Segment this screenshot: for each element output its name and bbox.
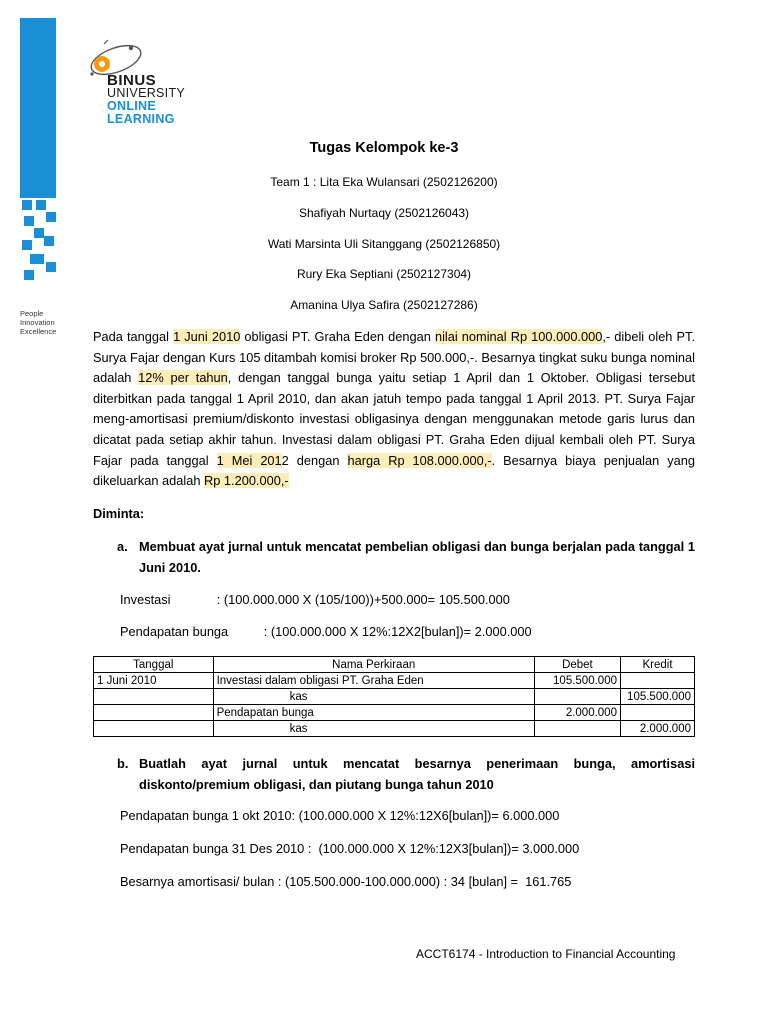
highlight: 1 Mei 201 [216,452,282,468]
column-header: Nama Perkiraan [213,657,534,673]
sidebar-bar [20,18,56,198]
sidebar-tile [30,254,44,264]
problem-paragraph [93,327,695,492]
text: . Besarnya biaya penjualan yang dikeluarkan adalah [93,452,695,489]
column-header: Kredit [620,657,694,673]
page-title: Tugas Kelompok ke-3 [309,140,459,156]
cell-account: kas [213,689,534,705]
table-header-row [94,657,695,673]
team-member: Rury Eka Septiani (2502127304) [296,267,472,281]
logo-online: ONLINE [107,99,157,113]
cell-date [94,721,214,737]
cell-debit [534,721,620,737]
tagline-line: Excellence [20,327,57,336]
task-text: Membuat ayat jurnal untuk mencatat pembelian obligasi dan bunga berjalan pada tanggal 1 Juni 2010. [139,539,695,575]
logo-university: UNIVERSITY [107,86,186,100]
team-member: Wati Marsinta Uli Sitanggang (2502126850) [267,237,501,251]
calc-line: Pendapatan bunga 31 Des 2010 : (100.000.000 X 12%:12X3[bulan])= 3.000.000 [120,841,580,856]
team-member: Team 1 : Lita Eka Wulansari (2502126200) [270,175,498,189]
journal-table [93,656,695,737]
section-heading: Diminta: [93,506,145,521]
tagline-line: Innovation [20,318,55,327]
task-text: Buatlah ayat jurnal untuk mencatat besarnya penerimaan bunga, amortisasi diskonto/premium obligasi, dan piutang bunga tahun 2010 [139,756,695,792]
column-header: Debet [534,657,620,673]
task-letter: a. [117,539,128,554]
cell-date [94,705,214,721]
cell-credit [620,673,694,689]
text: ,- dibeli oleh PT. Surya Fajar dengan Kurs 105 ditambah komisi broker Rp 500.000,-. Besarnya tingkat suku bunga nominal adalah [93,329,696,386]
table-row [94,705,695,721]
cell-debit: 105.500.000 [534,673,620,689]
highlight: harga Rp 108.000.000,- [347,452,492,468]
team-member: Amanina Ulya Safira (2502127286) [290,298,478,312]
page-footer: ACCT6174 - Introduction to Financial Accounting [416,947,676,961]
tagline [20,309,56,336]
calc-line: Pendapatan bunga 1 okt 2010: (100.000.000 X 12%:12X6[bulan])= 6.000.000 [120,808,560,823]
cell-credit: 105.500.000 [620,689,694,705]
cell-debit: 2.000.000 [534,705,620,721]
logo-learning: LEARNING [107,112,175,126]
table-row [94,673,695,689]
calc-line: Investasi : (100.000.000 X (105/100))+500.000= 105.500.000 [120,592,510,607]
team-member: Shafiyah Nurtaqy (2502126043) [298,206,470,220]
highlight: Rp 1.200.000,- [204,473,289,489]
task-item-a [117,537,695,578]
task-item-b [117,754,695,795]
calc-line: Pendapatan bunga : (100.000.000 X 12%:12X2[bulan])= 2.000.000 [120,624,532,639]
cell-date [94,689,214,705]
highlight: nilai nominal Rp 100.000.000 [434,329,603,344]
cell-account: Pendapatan bunga [213,705,534,721]
logo-text [107,74,185,126]
column-header: Tanggal [94,657,214,673]
text: Pada tanggal [93,329,174,344]
highlight: 12% per tahun [138,370,228,386]
text: , dengan tanggal bunga yaitu setiap 1 April dan 1 Oktober. Obligasi tersebut diterbitkan pada tanggal 1 April 2010, dan akan jatuh tempo pada tanggal 1 April 2013. PT. Surya Fajar meng-amortisasi premium/diskonto investasi obligasinya dengan menggunakan metode garis lurus dan dicatat pada setiap akhir tahun. Investasi dalam obligasi PT. Graha Eden dijual kembali oleh PT. Surya Fajar pada tanggal [93,370,695,468]
table-row [94,689,695,705]
highlight: 1 Juni 2010 [173,329,241,344]
text: 2 dengan [281,452,348,468]
table-row [94,721,695,737]
cell-account: Investasi dalam obligasi PT. Graha Eden [213,673,534,689]
text: obligasi PT. Graha Eden dengan [240,329,435,344]
cell-account: kas [213,721,534,737]
tagline-line: People [20,309,44,318]
calc-line: Besarnya amortisasi/ bulan : (105.500.000-100.000.000) : 34 [bulan] = 161.765 [120,874,572,889]
cell-credit: 2.000.000 [620,721,694,737]
cell-debit [534,689,620,705]
task-letter: b. [117,756,129,771]
cell-date: 1 Juni 2010 [94,673,214,689]
logo-binus: BINUS [107,72,157,89]
cell-credit [620,705,694,721]
